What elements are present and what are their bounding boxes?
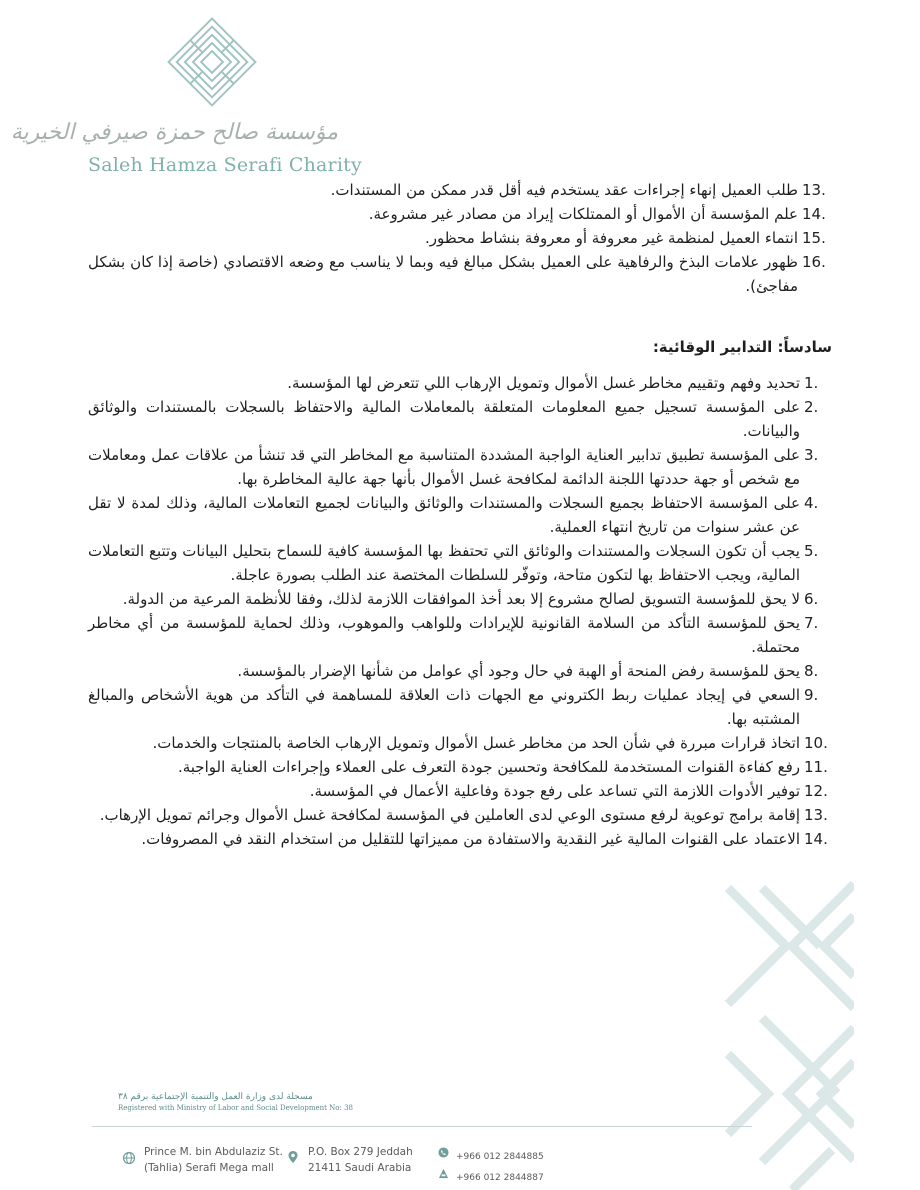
item-text: انتماء العميل لمنظمة غير معروفة أو معروفة بنشاط محظور. xyxy=(424,229,798,247)
item-text: توفير الأدوات اللازمة التي تساعد على رفع جودة وفاعلية الأعمال في المؤسسة. xyxy=(309,782,800,800)
item-text: رفع كفاءة القنوات المستخدمة للمكافحة وتحسين جودة التعرف على العملاء وإجراءات العناية الواجبة. xyxy=(177,758,800,776)
phone-number: +966 012 2844885 xyxy=(456,1152,544,1162)
preventive-measures-list xyxy=(88,371,832,851)
item-number: 6. xyxy=(804,590,819,608)
charity-logo xyxy=(10,14,362,184)
item-number: 15. xyxy=(802,229,826,247)
footer xyxy=(0,1144,920,1184)
contact-block xyxy=(438,1144,544,1186)
list-item xyxy=(88,827,832,851)
list-item xyxy=(88,226,832,250)
logo-arabic-name: مؤسسة صالح حمزة صيرفي الخيرية xyxy=(10,120,338,145)
list-item xyxy=(88,659,832,683)
item-number: 12. xyxy=(804,782,828,800)
item-number: 13. xyxy=(804,806,828,824)
list-item xyxy=(88,371,832,395)
list-item xyxy=(88,443,832,491)
item-text: إقامة برامج توعوية لرفع مستوى الوعي لدى العاملين في المؤسسة لمكافحة غسل الأموال وجرائم تمويل الإرهاب. xyxy=(99,806,800,824)
item-text: يحق للمؤسسة التأكد من السلامة القانونية للإيرادات وللواهب والموهوب، وذلك لحماية للمؤسسة من أي مخاطر محتملة. xyxy=(88,614,800,656)
registration-info xyxy=(118,1092,353,1112)
item-number: 5. xyxy=(804,542,819,560)
po-line2: 21411 Saudi Arabia xyxy=(308,1162,412,1174)
item-number: 3. xyxy=(804,446,819,464)
section-title: سادساً: التدابير الوقائية: xyxy=(652,338,832,356)
list-item xyxy=(88,395,832,443)
item-number: 14. xyxy=(802,205,826,223)
item-text: على المؤسسة الاحتفاظ بجميع السجلات والمستندات والوثائق والبيانات لجميع التعاملات المالية، وذلك لمدة لا تقل عن عشر سنوات من تاريخ انتهاء العملية. xyxy=(88,494,800,536)
item-text: علم المؤسسة أن الأموال أو الممتلكات إيراد من مصادر غير مشروعة. xyxy=(368,205,798,223)
item-number: 1. xyxy=(804,374,819,392)
list-item xyxy=(88,178,832,202)
item-number: 10. xyxy=(804,734,828,752)
item-text: لا يحق للمؤسسة التسويق لصالح مشروع إلا بعد أخذ الموافقات اللازمة لذلك، وفقا للأنظمة المرعية من الدولة. xyxy=(122,590,800,608)
item-text: يحق للمؤسسة رفض المنحة أو الهبة في حال وجود أي عوامل من شأنها الإضرار بالمؤسسة. xyxy=(237,662,800,680)
list-item xyxy=(88,250,832,298)
item-text: تحديد وفهم وتقييم مخاطر غسل الأموال وتمويل الإرهاب اللي تتعرض لها المؤسسة. xyxy=(287,374,800,392)
item-number: 16. xyxy=(802,253,826,271)
globe-icon xyxy=(122,1151,136,1165)
item-text: السعي في إيجاد عمليات ربط الكتروني مع الجهات ذات العلاقة للمساهمة في التأكد من هوية الأشخاص والمبالغ المشتبه بها. xyxy=(88,686,800,728)
list-item xyxy=(88,491,832,539)
item-number: 13. xyxy=(802,181,826,199)
address-block xyxy=(144,1144,283,1176)
item-number: 7. xyxy=(804,614,819,632)
item-number: 4. xyxy=(804,494,819,512)
item-text: على المؤسسة تسجيل جميع المعلومات المتعلقة بالمعاملات المالية والاحتفاظ بالسجلات بالمستندات والوثائق والبيانات. xyxy=(88,398,800,440)
footer-divider xyxy=(92,1126,752,1127)
list-item xyxy=(88,755,832,779)
list-item xyxy=(88,539,832,587)
item-text: اتخاذ قرارات مبررة في شأن الحد من مخاطر غسل الأموال وتمويل الإرهاب الخاصة بالمنتجات والخدمات. xyxy=(152,734,800,752)
list-item xyxy=(88,803,832,827)
top-list xyxy=(88,178,832,298)
address-line1: Prince M. bin Abdulaziz St. xyxy=(144,1146,283,1158)
registration-arabic: مسجلة لدى وزارة العمل والتنمية الإجتماعية برقم ٣٨ xyxy=(118,1092,313,1102)
item-number: 9. xyxy=(804,686,819,704)
logo-english-name: Saleh Hamza Serafi Charity xyxy=(88,154,362,176)
address-line2: (Tahlia) Serafi Mega mall xyxy=(144,1162,274,1174)
item-number: 8. xyxy=(804,662,819,680)
logo-mark-icon xyxy=(164,14,260,110)
item-text: ظهور علامات البذخ والرفاهية على العميل بشكل مبالغ فيه وبما لا يناسب مع وضعه الاقتصادي (خاصة إذا كان بشكل مفاجئ). xyxy=(88,253,798,295)
list-item xyxy=(88,202,832,226)
item-text: يجب أن تكون السجلات والمستندات والوثائق التي تحتفظ بها المؤسسة كافية للسماح بتحليل البيانات وتتبع التعاملات المالية، ويجب الاحتفاظ بها لتكون متاحة، وتوفّر للسلطات المختصة عند الطلب بصورة عاجلة. xyxy=(88,542,800,584)
list-item xyxy=(88,731,832,755)
item-number: 14. xyxy=(804,830,828,848)
list-item xyxy=(88,683,832,731)
phone-icon xyxy=(438,1147,449,1158)
item-number: 2. xyxy=(804,398,819,416)
list-item xyxy=(88,779,832,803)
fax-row xyxy=(438,1165,544,1186)
item-text: على المؤسسة تطبيق تدابير العناية الواجبة المشددة المتناسبة مع المخاطر التي قد تنشأ من علاقات عمل ومعاملات مع شخص أو جهة حددتها اللجنة الدائمة لمكافحة غسل الأموال بأنها جهة عالية المخاطرة بها. xyxy=(88,446,800,488)
item-text: طلب العميل إنهاء إجراءات عقد يستخدم فيه أقل قدر ممكن من المستندات. xyxy=(330,181,798,199)
location-pin-icon xyxy=(286,1150,300,1164)
po-box-block xyxy=(308,1144,413,1176)
registration-english: Registered with Ministry of Labor and Social Development No: 38 xyxy=(118,1104,353,1112)
phone-row xyxy=(438,1144,544,1165)
fax-icon xyxy=(438,1168,449,1179)
list-item xyxy=(88,587,832,611)
item-number: 11. xyxy=(804,758,828,776)
fax-number: +966 012 2844887 xyxy=(456,1173,544,1183)
item-text: الاعتماد على القنوات المالية غير النقدية والاستفادة من مميزاتها للتقليل من استخدام النقد في المصروفات. xyxy=(141,830,800,848)
list-item xyxy=(88,611,832,659)
document-body xyxy=(88,178,832,851)
po-line1: P.O. Box 279 Jeddah xyxy=(308,1146,413,1158)
